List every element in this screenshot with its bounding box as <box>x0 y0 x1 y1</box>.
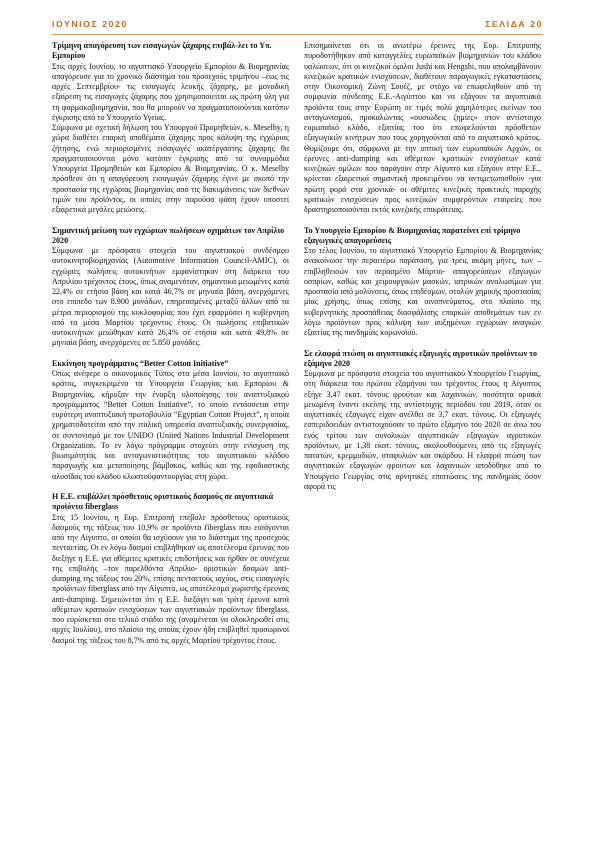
left-column <box>52 41 289 646</box>
issue-date: ΙΟΥΝΙΟΣ 2020 <box>52 19 128 29</box>
article-title: Σε ελαφρά πτώση οι αιγυπτιακές εξαγωγές αγροτικών προϊόντων το εξάμηνο 2020 <box>304 348 537 368</box>
article-paragraph: Επισημαίνεται ότι οι ανωτέρω έρευνες της Ευρ. Επιτροπής πυροδοτήθηκαν από καταγγελίες ευρωπαϊκών βιομηχανιών του κλάδου υαλώσεων, ότι οι κινεζικοί όμιλοι Jushi και Hengshi, που απολαμβάνουν κινεζικών κρατικών ενισχύσεων, διαθέτουν παραγωγικές εγκαταστάσεις στην Οικονομική Ζώνη Σουέζ, με στόχο να επωφεληθούν από τη συμφωνία σύνδεσης Ε.Ε.-Αιγύπτου και να εξάγουν τα αιγυπτιακά προϊόντα τους στην Ευρώπη σε τιμές πολύ χαμηλότερες εκείνων του ανταγωνισμού, προκαλώντας «ουσιώδεις ζημίες» στον αντίστοιχο ευρωπαϊκό κλάδο, εξαιτίας του ότι επωφελούνται πρόσθετων εξαγωγικών κινήτρων που τους χορηγούνται από το αιγυπτιακό κράτος. Θυμίζουμε ότι, σύμφωνα με την οπτική των ευρωπαϊκών Αρχών, οι έρευνες anti-dumping και αθέμιτων κρατικών ενισχύσεων κατά κινεζικών ομίλων που παράγουν στην Αίγυπτο και εξάγουν στην Ε.Ε., κρίνεται εξαιρετικά σημαντική προκειμένου να αντιμετωπισθούν -για πρώτη φορά στα χρονικά- οι αθέμιτες κινεζικές πρακτικές παροχής κρατικών ενισχύσεων προς κινεζικών συμφερόντων εταιρείες που δραστηριοποιούνται εκτός κινεζικής επικράτειας. <box>304 41 541 214</box>
article-paragraph: Στις αρχές Ιουνίου, το αιγυπτιακό Υπουργείο Εμπορίου & Βιομηχανίας απαγόρευσε για το χρονικό διάστημα του προσεχούς τριμήνου –έως τις αρχές Σεπτεμβρίου- τις εισαγωγές λευκής ζάχαρης, με μοναδική εξαίρεση τις εισαγωγές ζάχαρης που χρησιμοποιείται ως πρώτη ύλη για τη φαρμακοβιομηχανία, που θα μπορούν να πραγματοποιούνται κατόπιν έγκρισης από το Υπουργείο Υγείας. <box>52 61 289 122</box>
article-title: Σημαντική μείωση των εγχώριων πωλήσεων οχημάτων τον Απρίλιο 2020 <box>52 225 285 245</box>
article-paragraph: Σύμφωνα με πρόσφατα στοιχεία του αιγυπτιακού συνδέσμου αυτοκινητοβιομηχανίας (Automotive Information Council-AMIC), οι εγχώριες πωλήσεις αυτοκινήτων εμφανίστηκαν στη διάρκεια του Απριλίου τρέχοντος έτους, όπως αναμενόταν, σημαντικά μειωμένες κατά 22,4% σε ετήσια βάση και κατά 46,7% σε μηνιαία βάση, ανερχόμενες στο επίπεδο των 8.900 μονάδων, επηρεασμένες μεταξύ άλλων από τα μέτρα περιορισμού της κυκλοφορίας που έχει εφαρμόσει η κυβέρνηση από τα μέσα Μαρτίου τρέχοντος έτους. Οι πωλήσεις επιβατικών αυτοκινήτων μειώθηκαν κατά 26,4% σε ετήσια και κατά 49,8% σε μηνιαία βάση, ανερχόμενες σε 5.850 μονάδες. <box>52 246 289 348</box>
article-spacer <box>52 215 289 225</box>
article-spacer <box>52 349 289 359</box>
right-column <box>304 41 541 492</box>
article-paragraph: Σύμφωνα με σχετική δήλωση του Υπουργού Προμηθειών, κ. Meselhy, η χώρα διαθέτει επαρκή αποθέματα ζάχαρης προς κάλυψη της εγχώριας ζήτησης, ενώ περιορισμένες εισαγωγές ακατέργαστης ζάχαρης θα πραγματοποιούνται μόνο κατόπιν έγκρισης από τα συναρμόδια Υπουργεία Προμηθειών και Εμπορίου & Βιομηχανίας. Ο κ. Meselhy πρόσθεσε ότι η απαγόρευση εισαγωγών ζάχαρης έγινε με σκοπό την προστασία της εγχώριας βιομηχανίας από τις διακυμάνσεις των διεθνών τιμών του προϊόντος, οι οποίες στην παρούσα φάση έχουν υποστεί εξαιρετικά μεγάλες μειώσεις. <box>52 123 289 214</box>
article-title: Το Υπουργείο Εμπορίου & Βιομηχανίας παρατείνει επί τρίμηνο εξαγωγικές απαγορεύσεις <box>304 225 521 245</box>
article-title: Εκκίνηση προγράμματος “Better Cotton Initiative” <box>52 358 229 368</box>
article-paragraph: Σύμφωνα με πρόσφατα στοιχεία του αιγυπτιακού Υπουργείου Γεωργίας, στη διάρκεια του πρώτου εξαμήνου του τρέχοντος έτους η Αίγυπτος εξήγε 3,47 εκατ. τόνους φρούτων και λαχανικών, ποσότητα οριακά μειωμένη έναντι εκείνης της αντίστοιχης περιόδου του 2019, όταν οι αιγυπτιακές εξαγωγές είχαν ανέλθει σε 3,7 εκατ. τόνους. Οι εξαγωγές εσπεριδοειδών αντιστοιχούσαν το πρώτο εξάμηνο του 2020 σε άνω του ενός τρίτου των συνολικών αιγυπτιακών εξαγωγών αγροτικών προϊόντων, με 1,38 εκατ. τόνους, ακολουθούμενες από τις εξαγωγές πατατών, κρεμμυδιών, σταφυλιών και σκόρδου. Η ελαφρά πτώση των αιγυπτιακών εξαγωγών φρούτων και λαχανικών αποδόθηκε από το Υπουργείο Γεωργίας στις αρνητικές επιπτώσεις της πανδημίας όσον αφορά τις <box>304 369 541 491</box>
article-spacer <box>304 215 541 225</box>
page-header <box>52 19 543 33</box>
article-paragraph: Στο τέλος Ιουνίου, το αιγυπτιακό Υπουργείο Εμπορίου & Βιομηχανίας ανακοίνωσε την περαιτέρω παράταση, για τρεις ακόμη μήνες, των –επιβληθεισών τον περασμένο Μάρτιο- απαγορεύσεων εξαγωγών οσπρίων, καθώς και χειρουργικών μασκών, ιατρικών αναλωσίμων για προστασία από μολύνσεις, όπως επιδέσμων, στολών χημικής προστασίας μίας χρήσης, όπως επίσης και οινοπνεύματος, στο πλαίσιο της κυβερνητικής προσπάθειας διασφάλισης επαρκών αποθεμάτων των εν λόγω προϊόντων προς κάλυψη των αυξημένων εγχώριων αναγκών εξαιτίας της πανδημίας κορωνοϊού. <box>304 246 541 337</box>
article-title: Τρίμηνη απαγόρευση των εισαγωγών ζάχαρης επιβάλ-λει το Υπ. Εμπορίου <box>52 41 272 61</box>
article-paragraph: Στις 15 Ιουνίου, η Ευρ. Επιτροπή επέβαλε πρόσθετους οριστικούς δασμούς της τάξεως του 10,9% σε προϊόντα fiberglass που εισάγονται από την Αίγυπτο, οι οποίοι θα ισχύσουν για το διάστημα της προσεχούς πενταετίας. Οι εν λόγω δασμοί επιβλήθηκαν ως αποτέλεσμα έρευνας που διεξήγε η Ε.Ε. για αθέμιτες κρατικές επιδοτήσεις και ήρθαν σε συνέχεια της επιβολής –τον παρελθόντα Απρίλιο- οριστικών δασμών anti-dumping της τάξεως του 20%, επίσης πενταετούς ισχύος, στις εισαγωγές προϊόντων fiberglass από την Αίγυπτο, ως αποτέλεσμα χωριστής έρευνας anti-dumping. Σημειώνεται ότι η Ε.Ε. διεξάγει και τρίτη έρευνα κατά αθέμιτων κρατικών ενισχύσεων των αιγυπτιακών προϊόντων fiberglass, που ευρίσκεται στο τελικό στάδιο της (αναμένεται να ολοκληρωθεί στις αρχές Ιουλίου), στο πλαίσιο της οποίας έχουν ήδη επιβληθεί προσωρινοί δασμοί της τάξεως του 8,7% από τις αρχές Μαρτίου τρέχοντος έτους. <box>52 512 289 645</box>
header-rule <box>52 34 543 35</box>
article-spacer <box>304 338 541 348</box>
article-paragraph: Όπως ανέφερε ο οικονομικός Τύπος στα μέσα Ιουνίου, το αιγυπτιακό κράτος, συγκεκριμένα τα Υπουργεία Γεωργίας και Εμπορίου & Βιομηχανίας, κήρυξαν την έναρξη υλοποίησης του αναπτυξιακού προγράμματος “Better Cotton Initiative”, το οποίο εντάσσεται στην ευρύτερη αναπτυξιακή πρωτοβουλία “Egyptian Cotton Project”, η οποία χρηματοδοτείται από την ιταλική υπηρεσία αναπτυξιακής συνεργασίας, σε συντονισμό με τον UNIDO (United Nations Industrial Development Organization. Το εν λόγω πρόγραμμα στοχεύει στην ενίσχυση της βιωσιμότητας και ανταγωνιστικότητας του αιγυπτιακού κλάδου παραγωγής και μεταποίησης βάμβακος, καθώς και της εφοδιαστικής αλυσίδας του κλάδου κλωστοϋφαντουργίας στη χώρα. <box>52 369 289 481</box>
article-spacer <box>52 482 289 492</box>
article-title: Η Ε.Ε. επιβάλλει πρόσθετους οριστικούς δασμούς σε αιγυπτιακά προϊόντα fiberglass <box>52 492 274 512</box>
page-number: ΣΕΛΙΔΑ 20 <box>485 19 543 29</box>
